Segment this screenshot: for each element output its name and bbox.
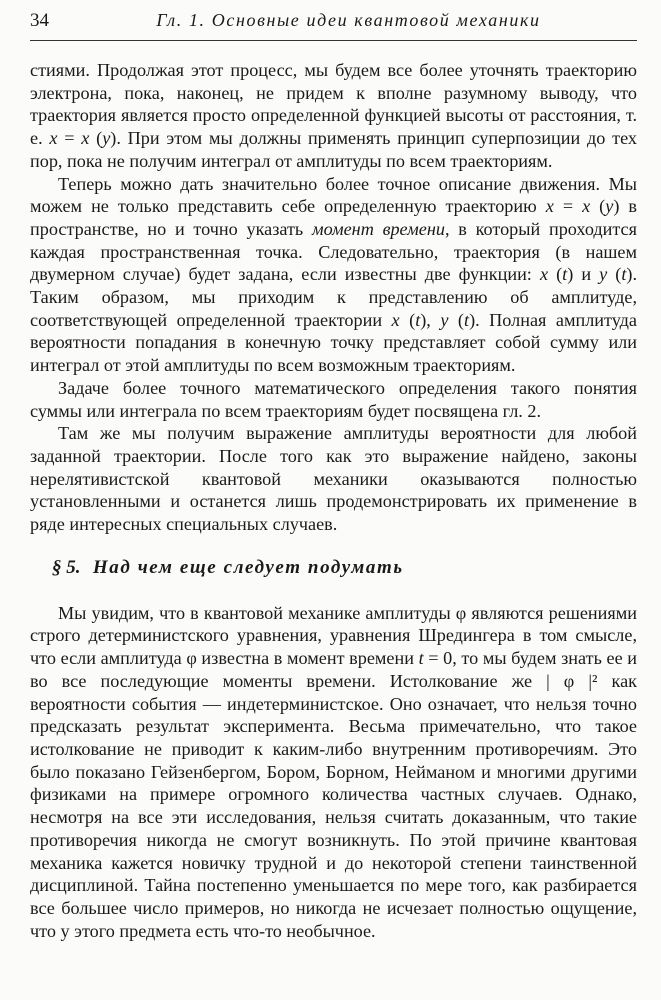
italic-text: y: [440, 309, 449, 330]
italic-text: x: [81, 128, 90, 149]
text-run: Мы увидим, что в квантовой механике амплитуды φ являются решениями строго детерминистского уравнения, уравнения Шредингера в том смысле, что если амплитуда φ известна в момент времени: [30, 602, 637, 669]
text-run: (: [607, 264, 622, 285]
italic-text: y: [102, 128, 111, 149]
text-run: , в который проходится каждая пространственная точка. Следовательно, траектория (в нашем двумерном случае) будет задана, если известны две функции:: [30, 218, 637, 285]
section-symbol: § 5.: [52, 556, 81, 578]
body-paragraph: [30, 173, 637, 377]
running-head: [30, 10, 637, 41]
text-run: Задаче более точного математического определения такого понятия суммы или интеграла по всем траекториям будет посвящена гл. 2.: [30, 377, 637, 421]
text-run: =: [57, 128, 82, 149]
italic-text: t: [464, 309, 470, 330]
text-run: (: [89, 128, 103, 149]
italic-text: x: [539, 264, 549, 285]
section-text: [30, 602, 637, 943]
italic-text: t: [562, 264, 568, 285]
text-run: ). При этом мы должны применять принцип суперпозиции до тех пор, пока не получим интеграл от амплитуды по всем траекториям.: [30, 128, 638, 171]
italic-text: момент времени: [311, 218, 445, 239]
text-run: ),: [420, 309, 441, 330]
italic-text: y: [599, 264, 608, 285]
page-number: 34: [30, 10, 49, 31]
italic-text: t: [418, 648, 424, 669]
text-run: ) в пространстве, но и точно указать: [30, 196, 637, 239]
italic-text: x: [391, 309, 400, 330]
body-paragraph: [30, 422, 637, 536]
text-run: ) и: [567, 264, 600, 285]
italic-text: y: [605, 196, 614, 217]
body-paragraph: [30, 602, 637, 943]
italic-text: x: [545, 196, 554, 217]
text-run: ). Полная амплитуда вероятности попадания в конечную точку представляет собой сумму или интеграл от этой амплитуды по всем возможным траекториям.: [30, 309, 637, 376]
text-run: (: [548, 264, 563, 285]
running-title: Гл. 1. Основные идеи квантовой механики: [156, 10, 541, 30]
text-run: (: [399, 309, 416, 330]
text-run: Там же мы получим выражение амплитуды вероятности для любой заданной траектории. После того как это выражение найдено, законы нерелятивистской квантовой механики оказываются полностью установленными и останется лишь продемонстрировать их применение в ряде интересных специальных случаев.: [30, 423, 637, 535]
text-run: (: [448, 309, 464, 330]
section-title: Над чем еще следует подумать: [92, 556, 404, 578]
text-run: стиями. Продолжая этот процесс, мы будем все более уточнять траекторию электрона, пока, наконец, не придем к вполне разумному выводу, что траектория является просто определенной функцией высоты от расстояния, т. е.: [30, 60, 637, 149]
italic-text: t: [621, 264, 627, 285]
body-text: [30, 59, 637, 536]
italic-text: t: [415, 309, 421, 330]
italic-text: x: [582, 196, 591, 217]
body-paragraph: [30, 377, 637, 422]
text-run: =: [553, 196, 583, 217]
body-paragraph: [30, 59, 637, 173]
text-run: ). Таким образом, мы приходим к представлению об амплитуде, соответствующей определенной траектории: [30, 264, 637, 330]
text-run: Теперь можно дать значительно более точное описание движения. Мы можем не только представить себе определенную траекторию: [30, 173, 637, 217]
text-run: = 0, то мы будем знать ее и во все последующие моменты времени. Истолкование же | φ |² как вероятности события — индетерминистское. Оно означает, что нельзя точно предсказать результат эксперимента. Весьма примечательно, что такое истолкование не приводит к каким-либо внутренним противоречиям. Это было показано Гейзенбергом, Бором, Борном, Нейманом и многими другими физиками на примере огромного количества частных случаев. Однако, несмотря на все эти исследования, нельзя считать доказанным, что такие противоречия никогда не смогут возникнуть. По этой причине квантовая механика кажется новичку трудной и до некоторой степени таинственной дисциплиной. Тайна постепенно уменьшается по мере того, как разбирается все большее число примеров, но никогда не исчезает полностью ощущение, что у этого предмета есть что-то необычное.: [30, 648, 637, 941]
text-run: (: [590, 196, 606, 217]
italic-text: x: [49, 128, 58, 149]
section-heading: [52, 557, 637, 579]
